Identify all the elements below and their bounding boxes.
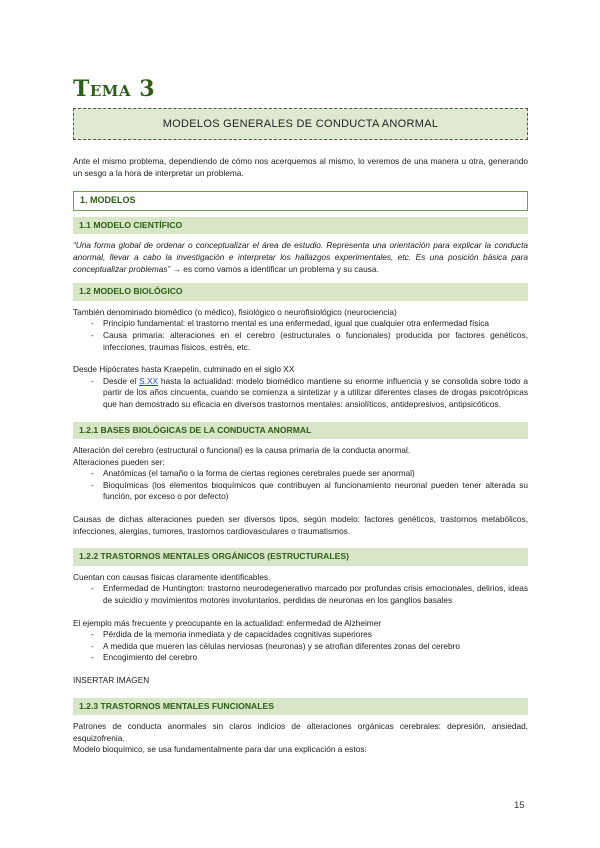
- list-text: hasta la actualidad: modelo biomédico mantiene su enorme influencia y se consolida sobre todo a partir de los años cincuenta, cuando se comienza a sintetizar y a utilizar diferentes clases de drogas psicotrópicas que han demostrado su eficacia en diversos trastornos mentales: ansiolíticos, antidepresivos, antipsicóticos.: [103, 375, 528, 409]
- list-text: Desde el: [103, 375, 140, 386]
- section-1-2-list-1: [73, 318, 528, 353]
- page-number: 15: [514, 800, 525, 811]
- century-link[interactable]: S.XX: [139, 375, 159, 386]
- chapter-title-box: [73, 108, 528, 140]
- section-1-2-1-paragraph-1: Alteración del cerebro (estructural o funcional) es la causa primaria de la conducta anormal.: [73, 445, 411, 456]
- list-item: - Bioquímicas (los elementos bioquímicos que contribuyen al funcionamiento neuronal pueden tener alterada su función, por exceso o por defecto): [91, 480, 528, 503]
- scientific-model-comment: → es como vamos a identificar un problema y su causa.: [170, 263, 379, 274]
- list-item: - Anatómicas (el tamaño o la forma de ciertas regiones cerebrales puede ser anormal): [91, 468, 528, 480]
- list-item: [91, 376, 528, 411]
- list-item: - Encogimiento del cerebro: [91, 652, 528, 664]
- insert-image-note: INSERTAR IMAGEN: [73, 675, 150, 685]
- section-1-2-3-heading: 1.2.3 TRASTORNOS MENTALES FUNCIONALES: [73, 698, 528, 716]
- section-1-2-2-heading: 1.2.2 TRASTORNOS MENTALES ORGÁNICOS (ESTRUCTURALES): [73, 548, 528, 566]
- section-1-2-1-heading: 1.2.1 BASES BIOLÓGICAS DE LA CONDUCTA ANORMAL: [73, 422, 528, 440]
- section-1-2-3-paragraph-2: Modelo bioquímico, se usa fundamentalmente para dar una explicación a estos:: [73, 744, 367, 755]
- section-1-2-heading: 1.2 MODELO BIOLÓGICO: [73, 283, 528, 301]
- section-1-2-1-paragraph-3: Causas de dichas alteraciones pueden ser diversos tipos, según modelo: factores genéticos, trastornos metabólicos, infecciones, alergias, tumores, trastornos cardiovasculares o traumatismos.: [73, 514, 528, 536]
- section-1-2-paragraph-1: También denominado biomédico (o médico), fisiológico o neurofisiológico (neurociencia): [73, 306, 397, 317]
- section-1-heading: 1. MODELOS: [73, 191, 528, 211]
- section-1-2-1-list: [73, 468, 528, 503]
- section-1-1-heading: 1.1 MODELO CIENTÍFICO: [73, 217, 528, 235]
- scientific-model-quote: “Una forma global de ordenar o conceptualizar el área de estudio. Representa una orientación para explicar la conducta anormal, llevar a cabo la investigación e interpretar los hallazgos experimentales, etc. Es una posición básica para conceptualizar problemas”: [73, 240, 528, 274]
- section-1-2-list-2: [73, 376, 528, 411]
- section-1-1-quote-paragraph: [73, 240, 528, 275]
- section-1-2-1-paragraph-2: Alteraciones pueden ser:: [73, 456, 165, 467]
- list-item: - Principio fundamental: el trastorno mental es una enfermedad, igual que cualquier otra enfermedad física: [91, 318, 528, 330]
- chapter-title: MODELOS GENERALES DE CONDUCTA ANORMAL: [162, 118, 439, 130]
- list-item: - Enfermedad de Huntington: trastorno neurodegenerativo marcado por profundas crisis emocionales, delirios, ideas de suicidio y movimientos motores involuntarios, perdidas de neuronas en los ganglios basales: [91, 583, 528, 606]
- intro-paragraph: Ante el mismo problema, dependiendo de cómo nos acerquemos al mismo, lo veremos de una manera u otra, generando un sesgo a la hora de interpretar un problema.: [73, 156, 528, 178]
- list-item: - A medida que mueren las células nerviosas (neuronas) y se atrofian diferentes zonas del cerebro: [91, 641, 528, 653]
- section-1-2-paragraph-2: Desde Hipócrates hasta Kraepelin, culminado en el siglo XX: [73, 364, 295, 375]
- list-item: - Causa primaria: alteraciones en el cerebro (estructurales o funcionales) producida por factores genéticos, infecciones, traumas físicos, estrés, etc.: [91, 330, 528, 353]
- chapter-heading: Tema 3: [73, 76, 156, 102]
- section-1-2-2-paragraph-1: Cuentan con causas físicas claramente identificables.: [73, 571, 271, 582]
- section-1-2-2-list-2: [73, 629, 528, 664]
- section-1-2-2-list-1: [73, 583, 528, 606]
- section-1-2-2-paragraph-2: El ejemplo más frecuente y preocupante en la actualidad: enfermedad de Alzheimer: [73, 617, 382, 628]
- list-item: - Pérdida de la memoria inmediata y de capacidades cognitivas superiores: [91, 629, 528, 641]
- document-body: [73, 156, 528, 756]
- section-1-2-3-paragraph-1: Patrones de conducta anormales sin claros indicios de alteraciones orgánicas cerebrales: depresión, ansiedad, esquizofrenia.: [73, 721, 528, 743]
